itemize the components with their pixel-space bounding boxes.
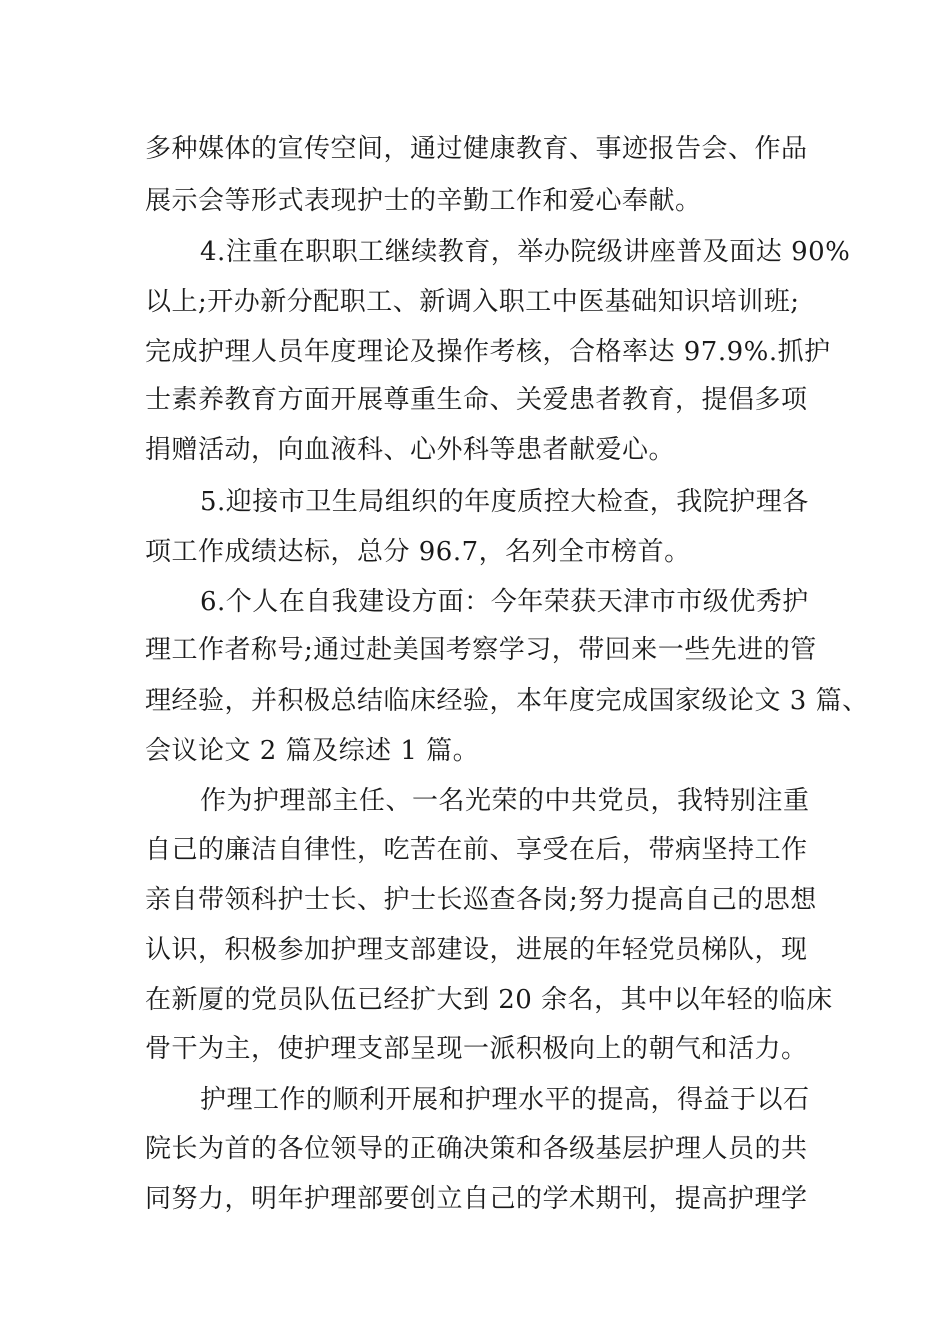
text-line: 5.迎接市卫生局组织的年度质控大检查，我院护理各 <box>200 487 809 517</box>
text-line: 士素养教育方面开展尊重生命、关爱患者教育，提倡多项 <box>145 385 808 415</box>
text-line: 亲自带领科护士长、护士长巡查各岗;努力提高自己的思想 <box>145 885 817 915</box>
text-line: 以上;开办新分配职工、新调入职工中医基础知识培训班; <box>145 287 800 317</box>
text-line: 同努力，明年护理部要创立自己的学术期刊，提高护理学 <box>145 1184 808 1214</box>
text-line: 护理工作的顺利开展和护理水平的提高，得益于以石 <box>200 1085 810 1115</box>
text-line: 多种媒体的宣传空间，通过健康教育、事迹报告会、作品 <box>145 134 808 164</box>
text-line: 认识，积极参加护理支部建设，进展的年轻党员梯队，现 <box>145 935 808 965</box>
text-line: 捐赠活动，向血液科、心外科等患者献爱心。 <box>145 435 676 465</box>
text-line: 作为护理部主任、一名光荣的中共党员，我特别注重 <box>200 786 810 816</box>
text-line: 6.个人在自我建设方面：今年荣获天津市市级优秀护 <box>200 587 809 617</box>
text-line: 自己的廉洁自律性，吃苦在前、享受在后，带病坚持工作 <box>145 835 808 865</box>
text-line: 理经验，并积极总结临床经验，本年度完成国家级论文 3 篇、 <box>145 686 869 716</box>
text-line: 理工作者称号;通过赴美国考察学习，带回来一些先进的管 <box>145 635 817 665</box>
text-line: 展示会等形式表现护士的辛勤工作和爱心奉献。 <box>145 186 702 216</box>
text-line: 4.注重在职职工继续教育，举办院级讲座普及面达 90% <box>200 237 851 267</box>
text-line: 骨干为主，使护理支部呈现一派积极向上的朝气和活力。 <box>145 1034 808 1064</box>
text-line: 院长为首的各位领导的正确决策和各级基层护理人员的共 <box>145 1134 808 1164</box>
text-line: 完成护理人员年度理论及操作考核，合格率达 97.9%.抓护 <box>145 337 831 367</box>
text-line: 会议论文 2 篇及综述 1 篇。 <box>145 736 480 766</box>
text-line: 项工作成绩达标，总分 96.7，名列全市榜首。 <box>145 537 691 567</box>
text-line: 在新厦的党员队伍已经扩大到 20 余名，其中以年轻的临床 <box>145 985 833 1015</box>
